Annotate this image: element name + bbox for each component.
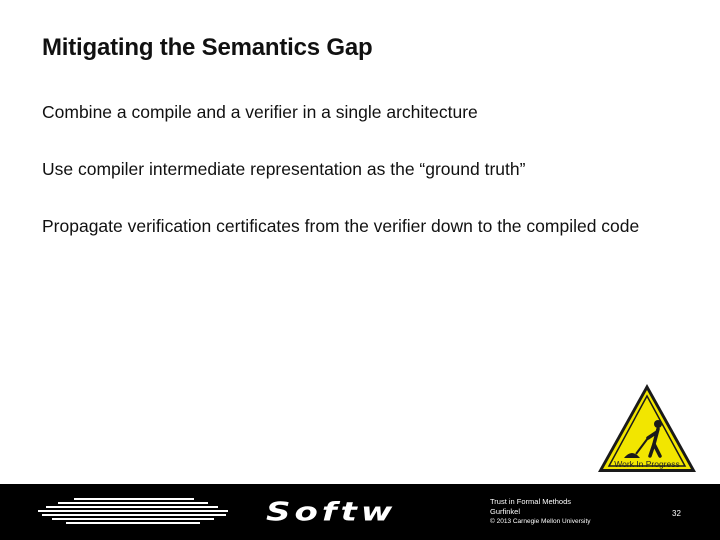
work-in-progress-sign-icon — [596, 382, 698, 476]
bullet-list — [42, 102, 692, 237]
footer-info — [490, 497, 591, 527]
footer-bar — [0, 484, 720, 540]
bullet-item: Propagate verification certificates from the verifier down to the compiled code — [42, 216, 640, 236]
footer-title: Trust in Formal Methods — [490, 497, 571, 506]
footer-author: Gurfinkel — [490, 507, 521, 516]
brand-mask — [474, 484, 490, 540]
bullet-item: Combine a compile and a verifier in a single architecture — [42, 102, 478, 122]
slide-title: Mitigating the Semantics Gap — [42, 34, 373, 61]
stripes-logo-icon — [34, 498, 234, 526]
brand-wordmark: Softw — [266, 497, 397, 527]
sign-label: Work In Progress — [614, 459, 680, 469]
footer-copyright: © 2013 Carnegie Mellon University — [490, 518, 591, 525]
page-number: 32 — [672, 509, 681, 518]
bullet-item: Use compiler intermediate representation as the “ground truth” — [42, 159, 526, 179]
